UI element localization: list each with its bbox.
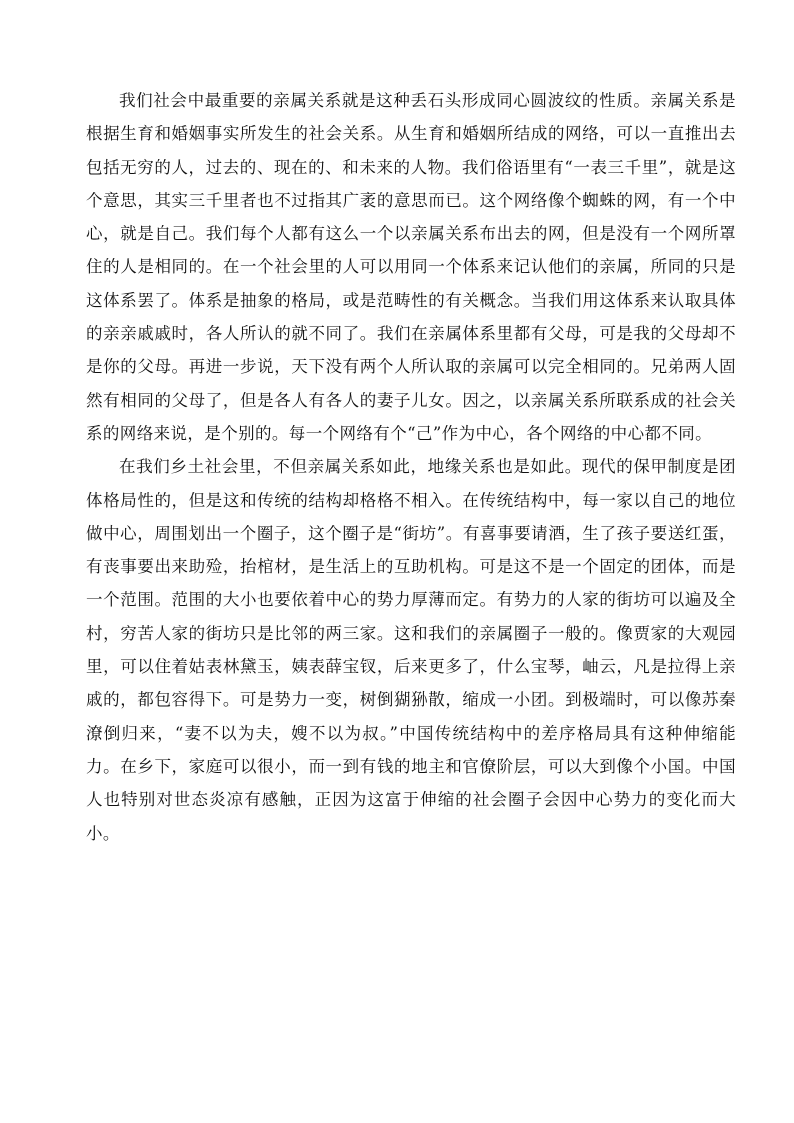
- document-page: [86, 84, 736, 850]
- paragraph-neighborhood-relations: 在我们乡土社会里，不但亲属关系如此，地缘关系也是如此。现代的保甲制度是团体格局性的，但是这和传统的结构却格格不相入。在传统结构中，每一家以自己的地位做中心，周围划出一个圈子，这个圈子是“街坊”。有喜事要请酒，生了孩子要送红蛋，有丧事要出来助殓，抬棺材，是生活上的互助机构。可是这不是一个固定的团体，而是一个范围。范围的大小也要依着中心的势力厚薄而定。有势力的人家的街坊可以遍及全村，穷苦人家的街坊只是比邻的两三家。这和我们的亲属圈子一般的。像贾家的大观园里，可以住着姑表林黛玉，姨表薛宝钗，后来更多了，什么宝琴，岫云，凡是拉得上亲戚的，都包容得下。可是势力一变，树倒猢狲散，缩成一小团。到极端时，可以像苏秦潦倒归来，“妻不以为夫，嫂不以为叔。”中国传统结构中的差序格局具有这种伸缩能力。在乡下，家庭可以很小，而一到有钱的地主和官僚阶层，可以大到像个小国。中国人也特别对世态炎凉有感触，正因为这富于伸缩的社会圈子会因中心势力的变化而大小。: [86, 457, 736, 843]
- paragraph-kinship-network: 我们社会中最重要的亲属关系就是这种丢石头形成同心圆波纹的性质。亲属关系是根据生育和婚姻事实所发生的社会关系。从生育和婚姻所结成的网络，可以一直推出去包括无穷的人，过去的、现在的、和未来的人物。我们俗语里有“一表三千里”，就是这个意思，其实三千里者也不过指其广袤的意思而已。这个网络像个蜘蛛的网，有一个中心，就是自己。我们每个人都有这么一个以亲属关系布出去的网，但是没有一个网所罩住的人是相同的。在一个社会里的人可以用同一个体系来记认他们的亲属，所同的只是这体系罢了。体系是抽象的格局，或是范畴性的有关概念。当我们用这体系来认取具体的亲亲戚戚时，各人所认的就不同了。我们在亲属体系里都有父母，可是我的父母却不是你的父母。再进一步说，天下没有两个人所认取的亲属可以完全相同的。兄弟两人固然有相同的父母了，但是各人有各人的妻子儿女。因之，以亲属关系所联系成的社会关系的网络来说，是个别的。每一个网络有个“己”作为中心，各个网络的中心都不同。: [86, 91, 736, 443]
